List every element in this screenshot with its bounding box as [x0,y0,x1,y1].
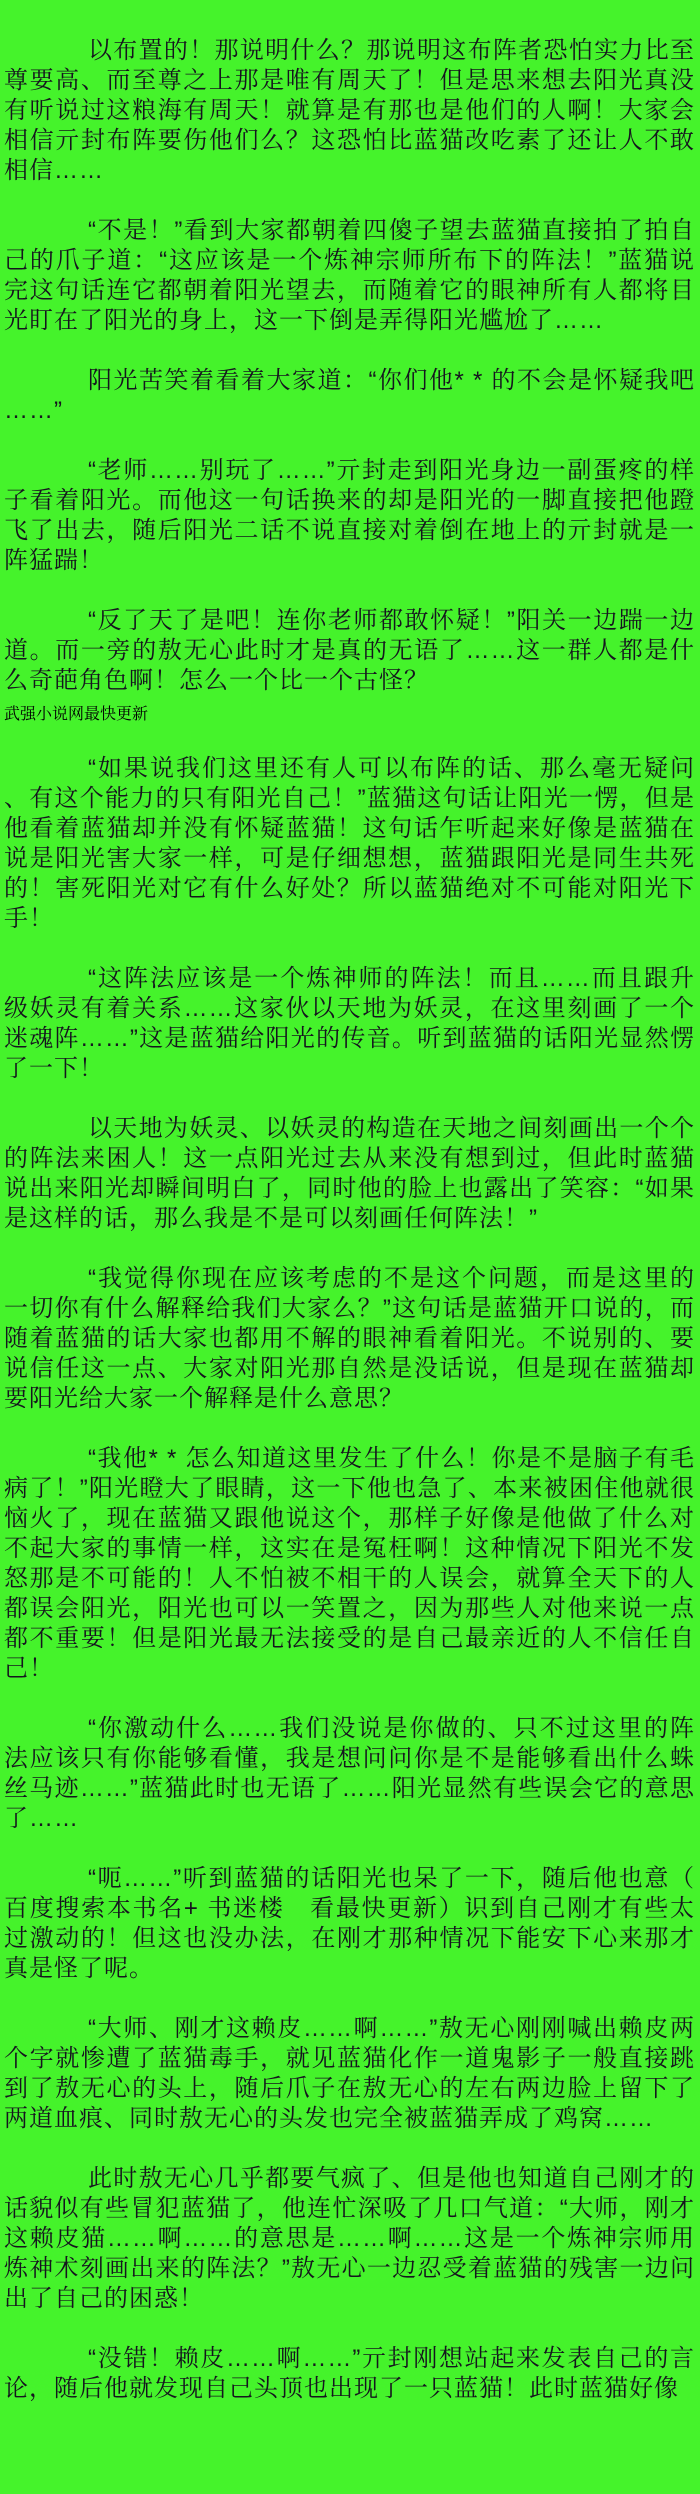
novel-paragraph: “反了天了是吧！连你老师都敢怀疑！”阳关一边踹一边道。而一旁的敖无心此时才是真的无语了……这一群人都是什么奇葩角色啊！怎么一个比一个古怪？ [4,607,695,694]
novel-paragraph: “没错！赖皮……啊……”亓封刚想站起来发表自己的言论，随后他就发现自己头顶也出现了一只蓝猫！此时蓝猫好像 [4,2345,695,2402]
novel-paragraph: “不是！”看到大家都朝着四傻子望去蓝猫直接拍了拍自己的爪子道：“这应该是一个炼神宗师所布下的阵法！”蓝猫说完这句话连它都朝着阳光望去，而随着它的眼神所有人都将目光盯在了阳光的身上，这一下倒是弄得阳光尴尬了…… [4,217,695,334]
novel-paragraph: “老师……别玩了……”亓封走到阳光身边一副蛋疼的样子看着阳光。而他这一句话换来的却是阳光的一脚直接把他蹬飞了出去，随后阳光二话不说直接对着倒在地上的亓封就是一阵猛踹！ [4,457,695,574]
novel-text-block-bottom [4,754,695,2404]
novel-paragraph: 以天地为妖灵、以妖灵的构造在天地之间刻画出一个个的阵法来困人！这一点阳光过去从来没有想到过，但此时蓝猫说出来阳光却瞬间明白了，同时他的脸上也露出了笑容：“如果是这样的话，那么我是不是可以刻画任何阵法！” [4,1115,695,1232]
novel-paragraph: “这阵法应该是一个炼神师的阵法！而且……而且跟升级妖灵有着关系……这家伙以天地为妖灵，在这里刻画了一个迷魂阵……”这是蓝猫给阳光的传音。听到蓝猫的话阳光显然愣了一下！ [4,965,695,1082]
novel-paragraph: “我觉得你现在应该考虑的不是这个问题，而是这里的一切你有什么解释给我们大家么？”这句话是蓝猫开口说的，而随着蓝猫的话大家也都用不解的眼神看着阳光。不说别的、要说信任这一点、大家对阳光那自然是没话说，但是现在蓝猫却要阳光给大家一个解释是什么意思？ [4,1265,695,1412]
novel-paragraph: “如果说我们这里还有人可以布阵的话、那么毫无疑问、有这个能力的只有阳光自己！”蓝猫这句话让阳光一愣，但是他看着蓝猫却并没有怀疑蓝猫！这句话乍听起来好像是蓝猫在说是阳光害大家一样，可是仔细想想，蓝猫跟阳光是同生共死的！害死阳光对它有什么好处？所以蓝猫绝对不可能对阳光下手！ [4,755,695,932]
site-watermark: 武强小说网最快更新 [4,706,149,723]
novel-paragraph: 以布置的！那说明什么？那说明这布阵者恐怕实力比至尊要高、而至尊之上那是唯有周天了！但是思来想去阳光真没有听说过这粮海有周天！就算是有那也是他们的人啊！大家会相信亓封布阵要伤他们么？这恐怕比蓝猫改吃素了还让人不敢相信…… [4,37,695,184]
novel-paragraph: “呃……”听到蓝猫的话阳光也呆了一下，随后他也意（百度搜索本书名+ 书迷楼 看最快更新）识到自己刚才有些太过激动的！但这也没办法，在刚才那种情况下能安下心来那才真是怪了呢。 [4,1865,695,1982]
novel-text-block-top [4,36,695,696]
novel-paragraph: 此时敖无心几乎都要气疯了、但是他也知道自己刚才的话貌似有些冒犯蓝猫了，他连忙深吸了几口气道：“大师，刚才这赖皮猫……啊……的意思是……啊……这是一个炼神宗师用炼神术刻画出来的阵法？”敖无心一边忍受着蓝猫的残害一边问出了自己的困惑！ [4,2165,695,2312]
novel-paragraph: “我他* * 怎么知道这里发生了什么！你是不是脑子有毛病了！”阳光瞪大了眼睛，这一下他也急了、本来被困住他就很恼火了，现在蓝猫又跟他说这个，那样子好像是他做了什么对不起大家的事情一样，这实在是冤枉啊！这种情况下阳光不发怒那是不可能的！人不怕被不相干的人误会，就算全天下的人都误会阳光，阳光也可以一笑置之，因为那些人对他来说一点都不重要！但是阳光最无法接受的是自己最亲近的人不信任自己！ [4,1445,695,1682]
novel-paragraph: “大师、刚才这赖皮……啊……”敖无心刚刚喊出赖皮两个字就惨遭了蓝猫毒手，就见蓝猫化作一道鬼影子一般直接跳到了敖无心的头上，随后爪子在敖无心的左右两边脸上留下了两道血痕、同时敖无心的头发也完全被蓝猫弄成了鸡窝…… [4,2015,695,2132]
novel-paragraph: “你激动什么……我们没说是你做的、只不过这里的阵法应该只有你能够看懂，我是想问问你是不是能够看出什么蛛丝马迹……”蓝猫此时也无语了……阳光显然有些误会它的意思了…… [4,1715,695,1832]
novel-paragraph: 阳光苦笑着看着大家道：“你们他* * 的不会是怀疑我吧……” [4,367,695,424]
